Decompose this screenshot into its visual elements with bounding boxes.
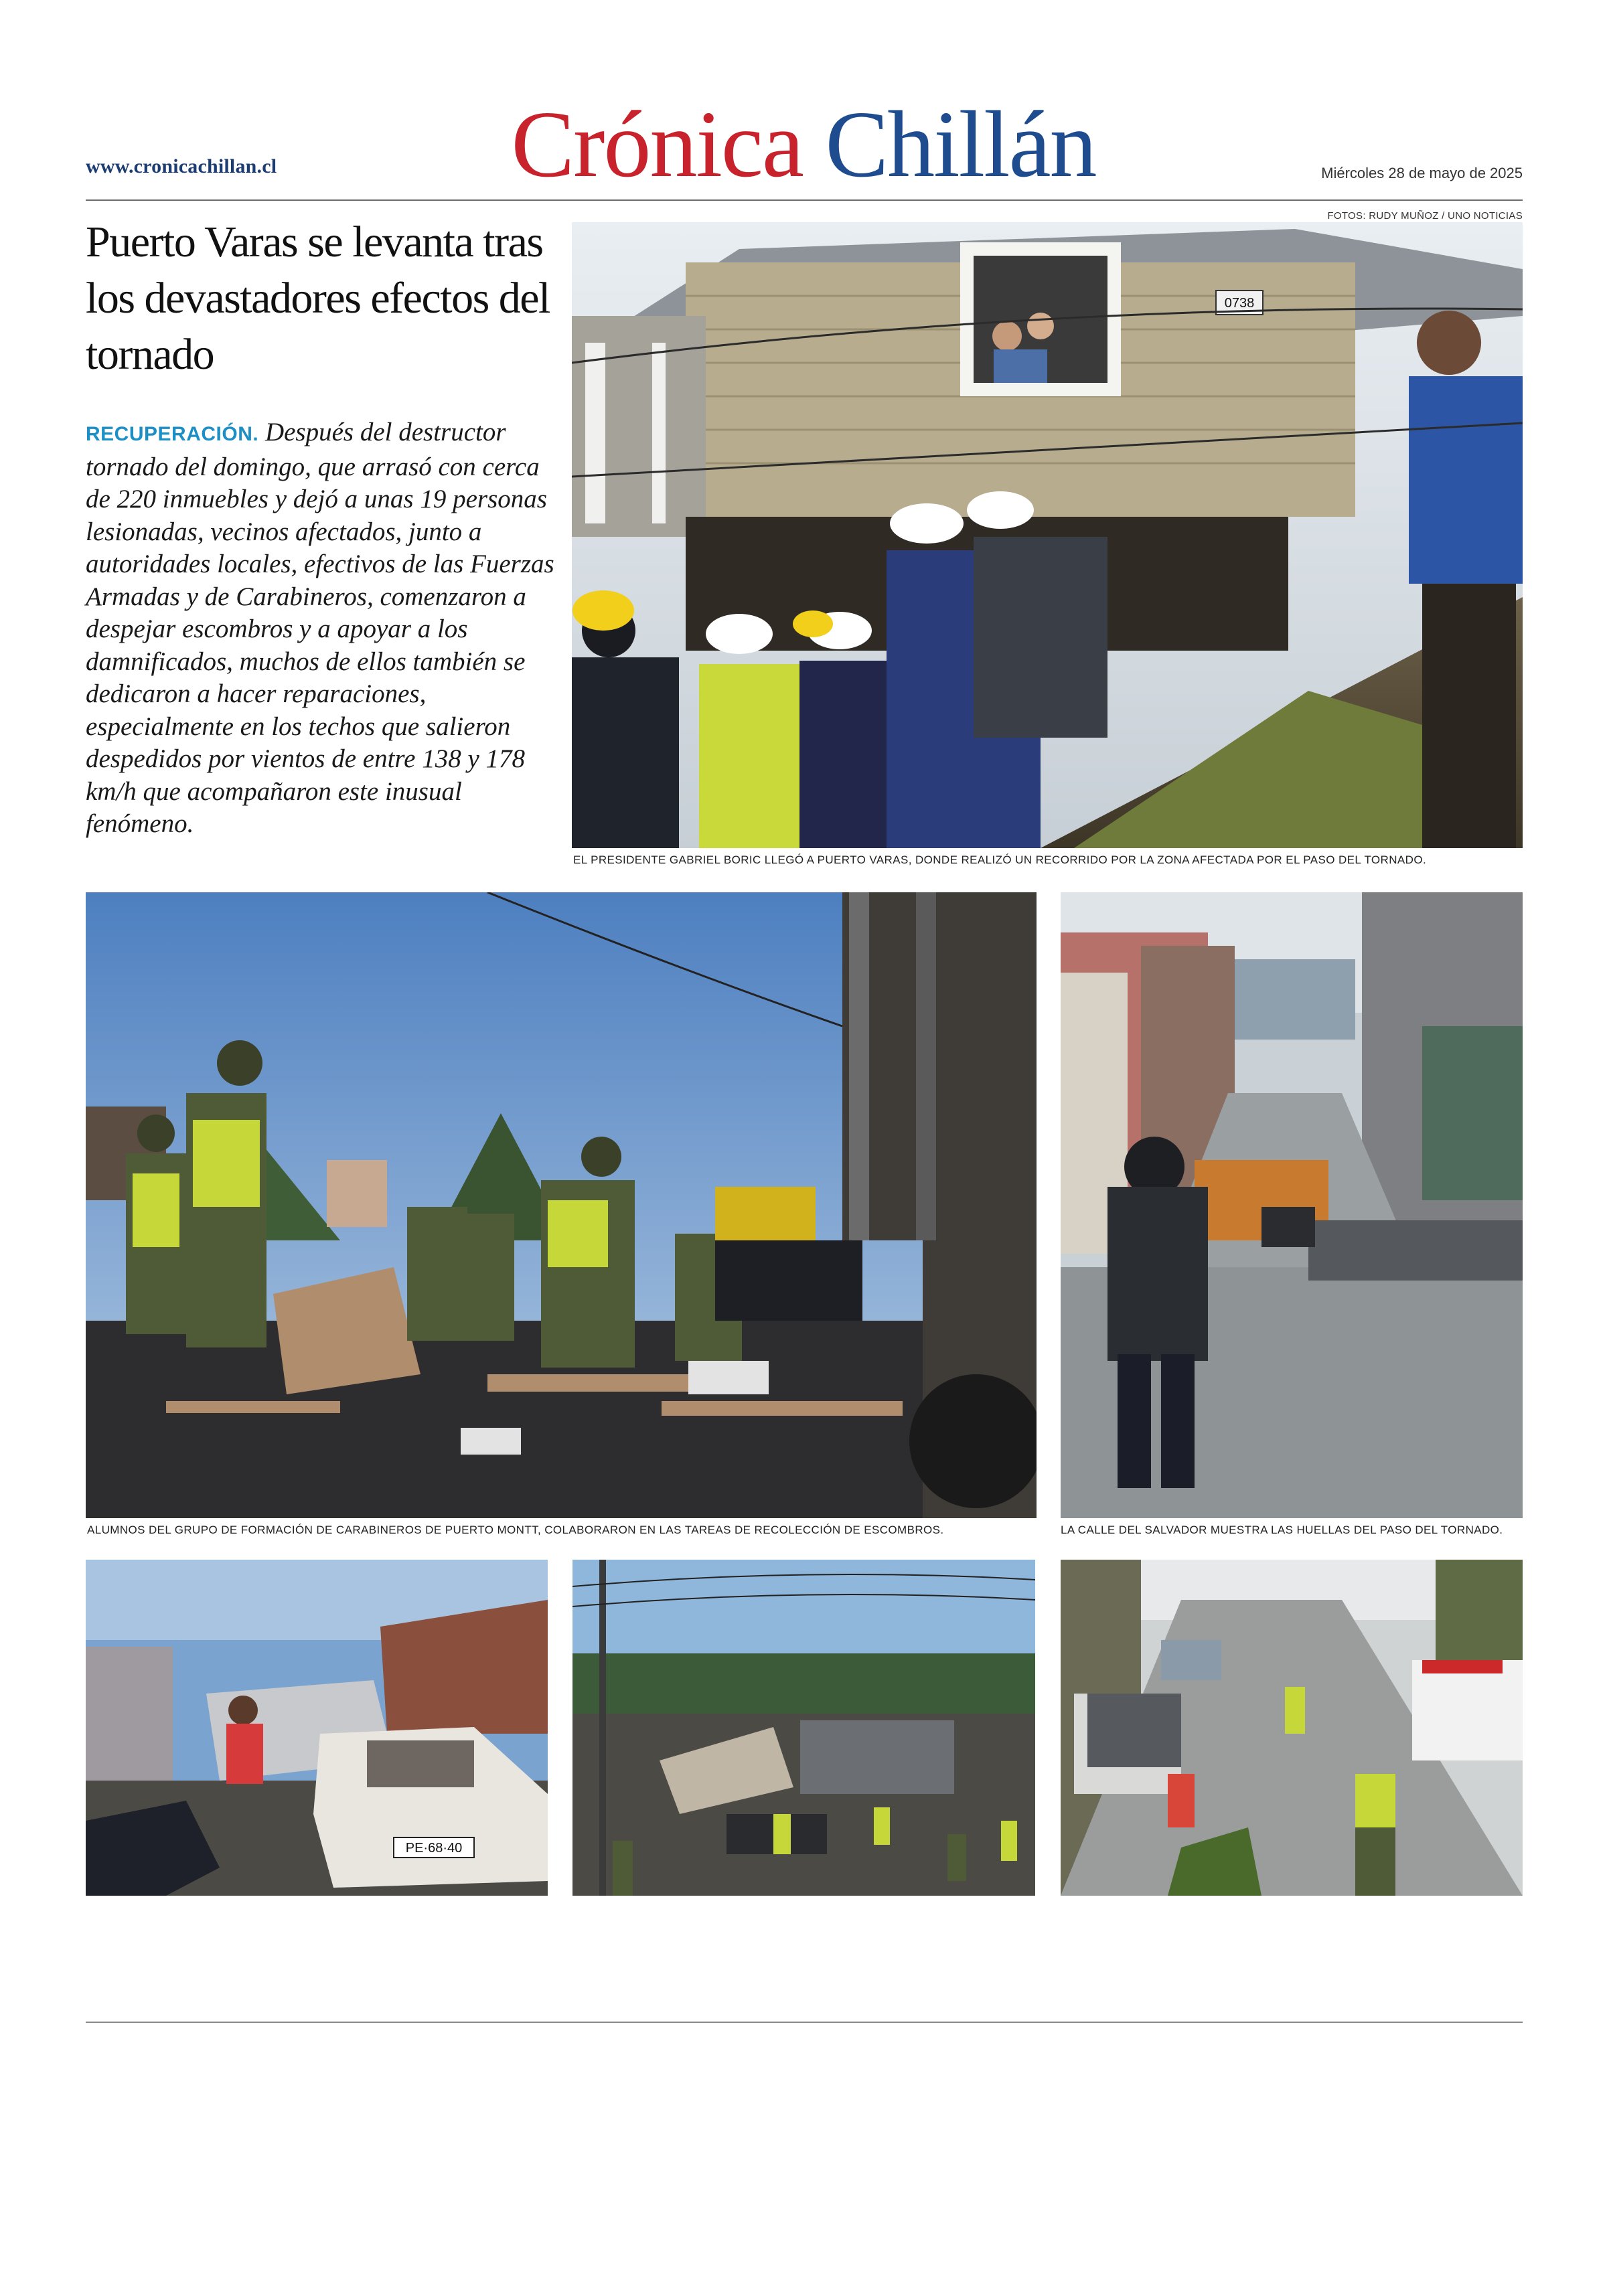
photo-president-visit	[572, 222, 1523, 848]
photo-credit: FOTOS: RUDY MUÑOZ / UNO NOTICIAS	[1327, 210, 1523, 222]
footer-divider	[86, 2022, 1523, 2023]
masthead-chillan: Chillán	[825, 91, 1096, 197]
caption-cleanup-photo: ALUMNOS DEL GRUPO DE FORMACIÓN DE CARABINEROS DE PUERTO MONTT, COLABORARON EN LAS TAREAS DE RECOLECCIÓN DE ESCOMBROS.	[87, 1524, 944, 1536]
house-number: 0738	[1224, 296, 1255, 311]
article-lede-text: Después del destructor tornado del domingo, que arrasó con cerca de 220 inmuebles y dejó a unas 19 personas lesionadas, vecinos afectados, junto a autoridades locales, efectivos de las Fuerzas Armadas y de Carabineros, comenzaron a despejar escombros y a apoyar a los damnificados, muchos de ellos también se dedicaron a hacer reparaciones, especialmente en los techos que salieron despedidos por vientos de entre 138 y 178 km/h que acompañaron este inusual fenómeno.	[86, 418, 554, 838]
license-plate: PE·68·40	[405, 1841, 463, 1856]
article-kicker: RECUPERACIÓN.	[86, 423, 259, 445]
issue-date: Miércoles 28 de mayo de 2025	[1321, 165, 1523, 181]
masthead-divider	[86, 199, 1523, 201]
caption-street-photo: LA CALLE DEL SALVADOR MUESTRA LAS HUELLAS DEL PASO DEL TORNADO.	[1061, 1524, 1503, 1536]
article-lede	[86, 416, 558, 841]
photo-destroyed-car	[86, 1560, 548, 1896]
photo-street-trucks	[1061, 1560, 1523, 1896]
masthead-cronica: Crónica	[511, 91, 803, 197]
photo-carabineros-cleanup	[86, 892, 1037, 1518]
site-url[interactable]: www.cronicachillan.cl	[86, 155, 277, 177]
photo-destroyed-houses	[572, 1560, 1035, 1896]
photo-calle-del-salvador	[1061, 892, 1523, 1518]
article-headline: Puerto Varas se levanta tras los devastadores efectos del tornado	[86, 218, 550, 379]
caption-main-photo: EL PRESIDENTE GABRIEL BORIC LLEGÓ A PUERTO VARAS, DONDE REALIZÓ UN RECORRIDO POR LA ZONA AFECTADA POR EL PASO DEL TORNADO.	[573, 853, 1427, 866]
